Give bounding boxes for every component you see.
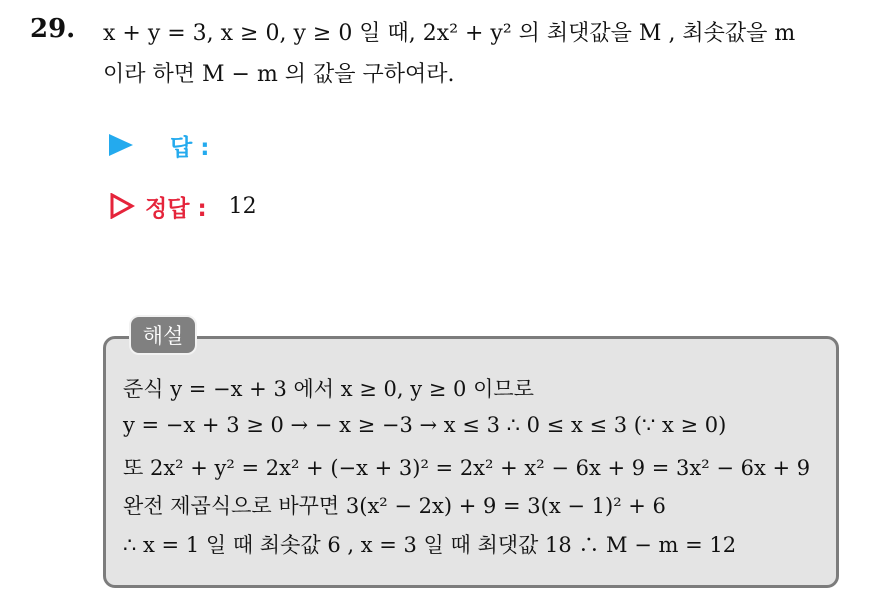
answer-label: 답 : (170, 134, 210, 161)
answer-row (109, 128, 209, 162)
question-text-line-1: x + y = 3, x ≥ 0, y ≥ 0 일 때, 2x² + y² 의 최댓값을 M , 최솟값을 m (103, 21, 796, 46)
explanation-line-3: 또 2x² + y² = 2x² + (−x + 3)² = 2x² + x² − 6x + 9 = 3x² − 6x + 9 (123, 456, 811, 480)
play-filled-icon (109, 134, 133, 156)
explanation-line-1: 준식 y = −x + 3 에서 x ≥ 0, y ≥ 0 이므로 (123, 377, 534, 401)
question-number: 29. (30, 14, 76, 44)
play-outline-icon (109, 193, 135, 219)
explanation-tag: 해설 (129, 315, 197, 355)
explanation-line-4: 완전 제곱식으로 바꾸면 3(x² − 2x) + 9 = 3(x − 1)² + 6 (123, 494, 666, 518)
correct-answer-label: 정답 : (145, 195, 207, 222)
question-text-line-2: 이라 하면 M − m 의 값을 구하여라. (103, 62, 455, 87)
correct-answer-row (109, 188, 257, 224)
explanation-line-2: y = −x + 3 ≥ 0 → − x ≥ −3 → x ≤ 3 ∴ 0 ≤ x ≤ 3 (∵ x ≥ 0) (123, 413, 727, 437)
explanation-line-5: ∴ x = 1 일 때 최솟값 6 , x = 3 일 때 최댓값 18 ∴ M − m = 12 (123, 533, 737, 557)
correct-answer-value: 12 (228, 193, 257, 219)
